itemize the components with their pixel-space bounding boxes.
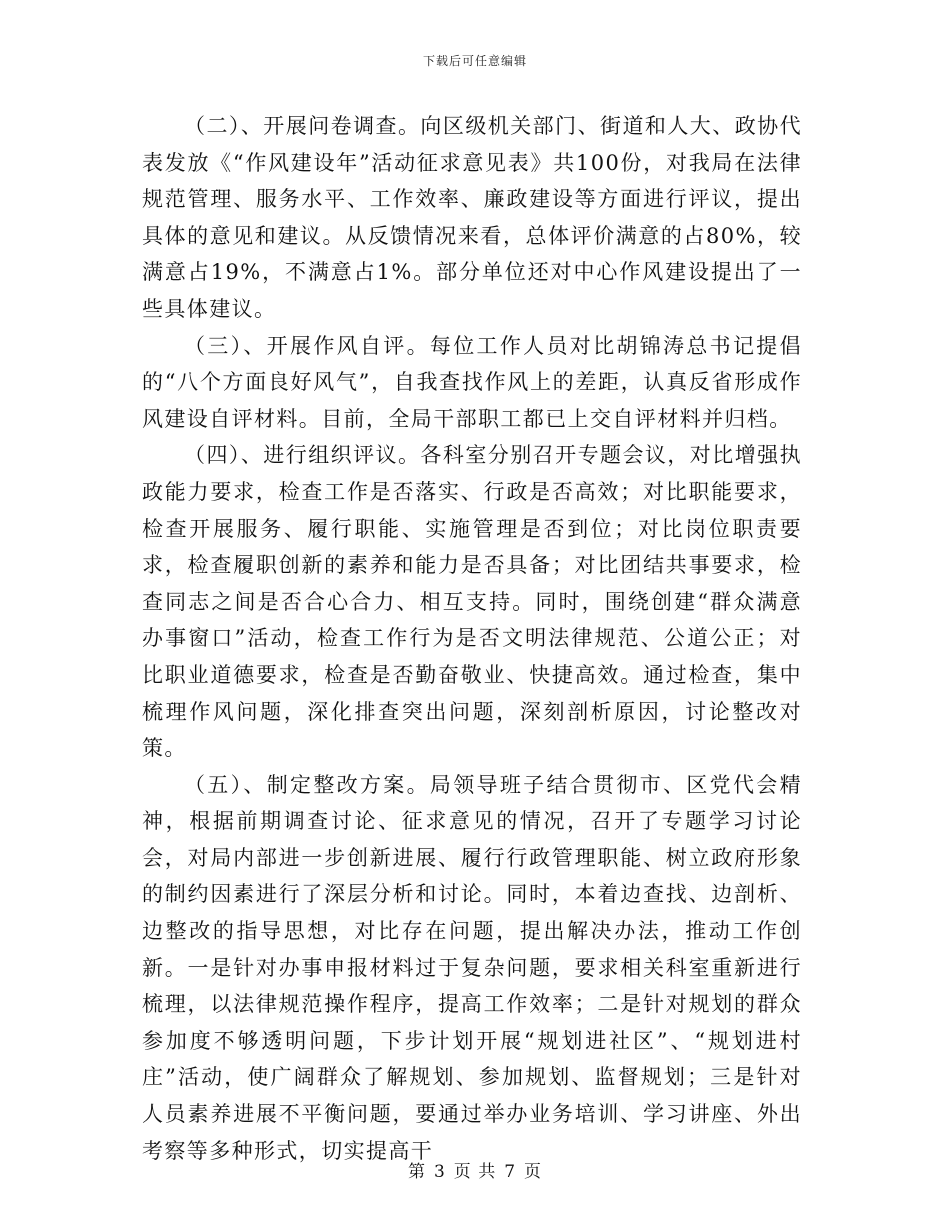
paragraph-rectification: （五）、制定整改方案。局领导班子结合贯彻市、区党代会精神，根据前期调查讨论、征求意见的情况，召开了专题学习讨论会，对局内部进一步创新进展、履行行政管理职能、树立政府形象的制约因素进行了深层分析和讨论。同时，本着边查找、边剖析、边整改的指导思想，对比存在问题，提出解决办法，推动工作创新。一是针对办事申报材料过于复杂问题，要求相关科室重新进行梳理，以法律规范操作程序，提高工作效率；二是针对规划的群众参加度不够透明问题，下步计划开展“规划进社区”、“规划进村庄”活动，使广阔群众了解规划、参加规划、监督规划；三是针对人员素养进展不平衡问题，要通过举办业务培训、学习讲座、外出考察等多种形式，切实提高干 bbox=[142, 772, 802, 1163]
paragraph-org-review: （四）、进行组织评议。各科室分别召开专题会议，对比增强执政能力要求，检查工作是否落实、行政是否高效；对比职能要求，检查开展服务、履行职能、实施管理是否到位；对比岗位职责要求，检查履职创新的素养和能力是否具备；对比团结共事要求，检查同志之间是否合心合力、相互支持。同时，围绕创建“群众满意办事窗口”活动，检查工作行为是否文明法律规范、公道公正；对比职业道德要求，检查是否勤奋敬业、快捷高效。通过检查，集中梳理作风问题，深化排查突出问题，深刻剖析原因，讨论整改对策。 bbox=[142, 443, 802, 761]
page-number-total: 7 bbox=[504, 1162, 517, 1182]
page-header: 下载后可任意编辑 bbox=[422, 54, 527, 68]
paragraph-survey: （二）、开展问卷调查。向区级机关部门、街道和人大、政协代表发放《“作风建设年”活动征求意见表》共100份，对我局在法律规范管理、服务水平、工作效率、廉政建设等方面进行评议，提出具体的意见和建议。从反馈情况来看，总体评价满意的占80%，较满意占19%，不满意占1%。部分单位还对中心作风建设提出了一些具体建议。 bbox=[142, 114, 802, 321]
footer-prefix: 第 bbox=[407, 1162, 426, 1182]
page-footer bbox=[0, 1157, 950, 1182]
footer-middle: 页 共 bbox=[453, 1162, 497, 1182]
page-number-current: 3 bbox=[433, 1162, 446, 1182]
document-body bbox=[142, 108, 802, 1169]
footer-suffix: 页 bbox=[524, 1162, 543, 1182]
paragraph-self-review: （三）、开展作风自评。每位工作人员对比胡锦涛总书记提倡的“八个方面良好风气”，自我查找作风上的差距，认真反省形成作风建设自评材料。目前，全局干部职工都已上交自评材料并归档。 bbox=[142, 333, 802, 431]
